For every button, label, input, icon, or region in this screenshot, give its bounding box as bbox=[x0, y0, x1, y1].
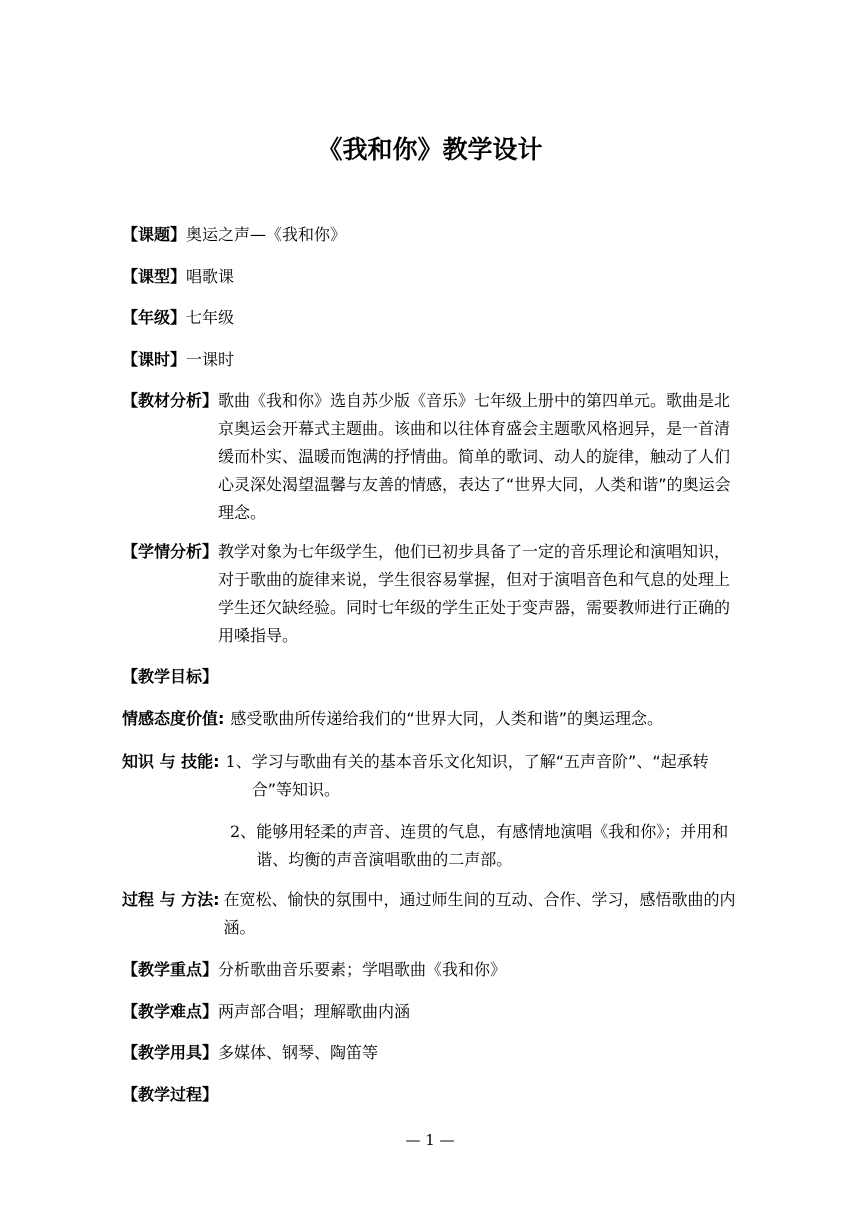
field-grade bbox=[122, 304, 742, 332]
field-value: 七年级 bbox=[186, 308, 235, 327]
section-heading: 【教学目标】 bbox=[122, 667, 219, 686]
field-label: 【教材分析】 bbox=[122, 391, 219, 410]
field-type bbox=[122, 263, 742, 291]
field-material-analysis bbox=[122, 387, 742, 527]
field-period bbox=[122, 346, 742, 374]
field-value: 教学对象为七年级学生，他们已初步具备了一定的音乐理论和演唱知识，对于歌曲的旋律来说，学生很容易掌握，但对于演唱音色和气息的处理上学生还欠缺经验。同时七年级的学生正处于变声器，需要教师进行正确的用嗓指导。 bbox=[218, 542, 731, 645]
item-text: 学习与歌曲有关的基本音乐文化知识，了解“五声音阶”、“起承转合”等知识。 bbox=[251, 752, 709, 799]
field-value: 奥运之声—《我和你》 bbox=[186, 225, 347, 244]
field-value: 分析歌曲音乐要素；学唱歌曲《我和你》 bbox=[218, 960, 507, 979]
item-number: 1、 bbox=[225, 752, 252, 771]
field-student-analysis bbox=[122, 538, 742, 650]
item-text: 能够用轻柔的声音、连贯的气息，有感情地演唱《我和你》；并用和谐、均衡的声音演唱歌曲的二声部。 bbox=[256, 822, 729, 869]
objective-text: 感受歌曲所传递给我们的“世界大同，人类和谐”的奥运理念。 bbox=[230, 709, 663, 728]
section-procedure bbox=[122, 1081, 742, 1109]
objective-knowledge bbox=[122, 748, 742, 804]
knowledge-item bbox=[230, 818, 742, 874]
field-value: 两声部合唱；理解歌曲内涵 bbox=[218, 1002, 411, 1021]
field-difficulties bbox=[122, 998, 742, 1026]
field-label: 【教学重点】 bbox=[122, 960, 219, 979]
field-topic bbox=[122, 221, 742, 249]
section-heading: 【教学过程】 bbox=[122, 1085, 219, 1104]
objective-text: 在宽松、愉快的氛围中，通过师生间的互动、合作、学习，感悟歌曲的内涵。 bbox=[223, 890, 736, 937]
field-label: 【教学用具】 bbox=[122, 1043, 219, 1062]
objective-label: 知识 与 技能: bbox=[122, 752, 220, 771]
field-value: 多媒体、钢琴、陶笛等 bbox=[218, 1043, 379, 1062]
field-label: 【课题】 bbox=[122, 225, 187, 244]
item-number: 2、 bbox=[230, 822, 257, 841]
field-value: 歌曲《我和你》选自苏少版《音乐》七年级上册中的第四单元。歌曲是北京奥运会开幕式主题曲。该曲和以往体育盛会主题歌风格迥异，是一首清缓而朴实、温暖而饱满的抒情曲。简单的歌词、动人的旋律，触动了人们心灵深处渴望温馨与友善的情感，表达了“世界大同，人类和谐”的奥运会理念。 bbox=[218, 391, 731, 522]
field-label: 【课时】 bbox=[122, 350, 187, 369]
page-number: — 1 — bbox=[405, 1131, 455, 1149]
field-label: 【学情分析】 bbox=[122, 542, 219, 561]
field-key-points bbox=[122, 956, 742, 984]
knowledge-item bbox=[122, 748, 742, 804]
field-value: 一课时 bbox=[186, 350, 235, 369]
objective-label: 过程 与 方法: bbox=[122, 890, 220, 909]
objective-process bbox=[122, 886, 742, 942]
objective-label: 情感态度价值: bbox=[122, 709, 225, 728]
field-label: 【教学难点】 bbox=[122, 1002, 219, 1021]
objective-emotion bbox=[122, 705, 742, 733]
knowledge-item-2 bbox=[122, 818, 742, 874]
knowledge-item-1 bbox=[220, 748, 742, 804]
field-label: 【课型】 bbox=[122, 267, 187, 286]
field-label: 【年级】 bbox=[122, 308, 187, 327]
field-tools bbox=[122, 1039, 742, 1067]
document-title: 《我和你》教学设计 bbox=[317, 135, 543, 164]
section-objectives bbox=[122, 663, 742, 691]
field-value: 唱歌课 bbox=[186, 267, 235, 286]
